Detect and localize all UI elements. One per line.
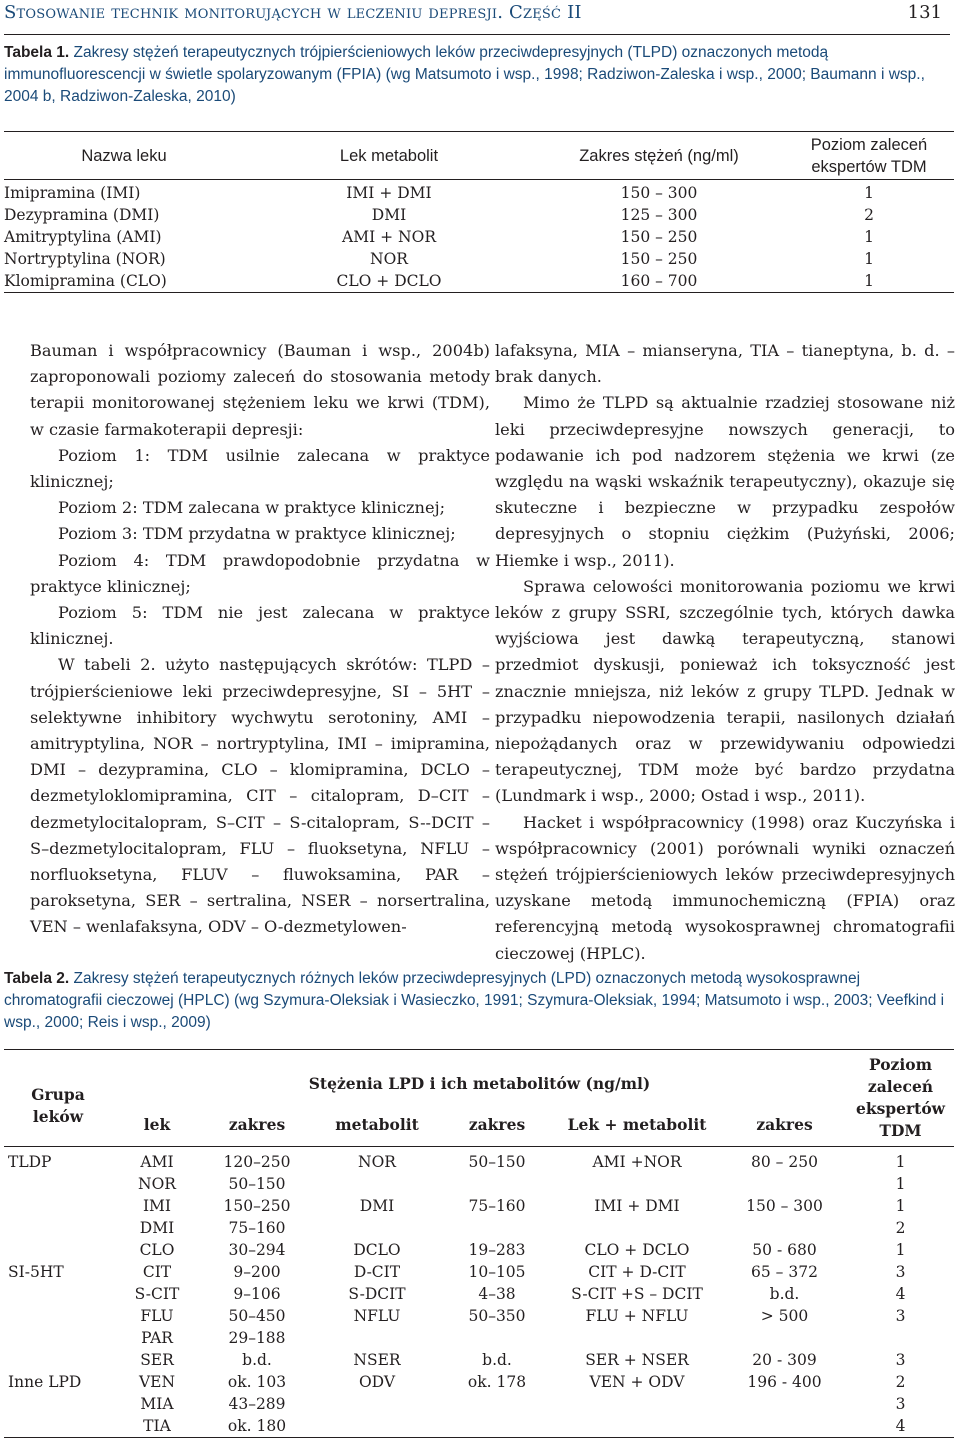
- table2-cell: [552, 1217, 722, 1239]
- left-column: [30, 338, 490, 941]
- table1-row: [4, 204, 954, 226]
- table2-row: [4, 1371, 954, 1393]
- table1-cell: Amitryptylina (AMI): [4, 228, 162, 246]
- table2-subheader: lek: [143, 1115, 171, 1135]
- table2-cell: 4–38: [478, 1285, 516, 1303]
- paragraph: W tabeli 2. użyto następujących skrótów: TLPD – trójpierścieniowe leki przeciwdepresyjne, SI – 5HT – selektywne inhibitory wychwytu serotoniny, AMI – amitryptylina, NOR – nortryptylina, IMI – imipramina, DMI – dezypramina, CLO – klomipramina, DCLO – dezmetyloklomipramina, CIT – citalopram, D–CIT – dezmetylocitalopram, S–CIT – S-citalopram, S--DCIT – S–dezmetylocitalopram, FLU – fluoksetyna, NFLU – norfluoksetyna, FLUV – fluwoksamina, PAR – paroksetyna, SER – sertralina, NSER – norsertralina, VEN – wenlafaksyna, ODV – O-dezmetylowen-: [30, 655, 490, 937]
- table2-cell: IMI + DMI: [594, 1197, 680, 1215]
- table2-cell: [312, 1173, 442, 1195]
- table2-cell: FLU: [140, 1307, 174, 1325]
- table2-group-cell: [4, 1415, 112, 1438]
- table2-cell: b.d.: [242, 1351, 272, 1369]
- table2-cell: 20 - 309: [752, 1351, 817, 1369]
- table2-cell: CLO + DCLO: [584, 1241, 690, 1259]
- page-number: 131: [907, 2, 942, 23]
- table2-cell: 1: [895, 1241, 906, 1259]
- table1: [4, 131, 954, 293]
- table1-row: [4, 248, 954, 270]
- table2-cell: 3: [895, 1263, 906, 1281]
- paragraph: lafaksyna, MIA – mianseryna, TIA – tianeptyna, b. d. – brak danych.: [495, 341, 955, 387]
- table2-row: [4, 1305, 954, 1327]
- table1-cell: Nortryptylina (NOR): [4, 250, 166, 268]
- paragraph: Poziom 2: TDM zalecana w praktyce klinicznej;: [58, 498, 446, 518]
- table2-cell: SER: [140, 1351, 174, 1369]
- table2-cell: [312, 1327, 442, 1349]
- table2-subheader: metabolit: [335, 1115, 419, 1135]
- table2-row: [4, 1327, 954, 1349]
- table2-cell: CLO: [139, 1241, 175, 1259]
- table1-cell: 1: [864, 250, 874, 268]
- table2-row: [4, 1239, 954, 1261]
- table2-cell: MIA: [140, 1395, 174, 1413]
- table1-cell: 1: [864, 228, 874, 246]
- table1-cell: NOR: [370, 250, 408, 268]
- table1-caption-text: Zakresy stężeń terapeutycznych trójpierścieniowych leków przeciwdepresyjnych (TLPD) oznaczonych metodą immunofluorescencji w świetle spolaryzowanym (FPIA) (wg Matsumoto i wsp., 1998; Radziwon-Zaleska i wsp., 2000; Baumann i wsp., 2004 b, Radziwon-Zaleska, 2010): [4, 44, 925, 105]
- paragraph: Hacket i współpracownicy (1998) oraz Kuczyńska i współpracownicy (2001) porównali wyniki oznaczeń stężeń trójpierścieniowych leków przeciwdepresyjnych uzyskane metodą immunochemiczną (FPIA) oraz referencyjną metodą wysokosprawnej chromatografii cieczowej (HPLC).: [495, 812, 955, 963]
- table2-cell: [312, 1415, 442, 1438]
- table2-cell: > 500: [760, 1307, 809, 1325]
- table2-row: [4, 1415, 954, 1438]
- table2-group-cell: [4, 1217, 112, 1239]
- table2-cell: PAR: [141, 1329, 173, 1347]
- table2-row: [4, 1349, 954, 1371]
- table1-cell: Dezypramina (DMI): [4, 206, 160, 224]
- table2-label: Tabela 2.: [4, 970, 70, 987]
- table2-group-cell: [4, 1283, 112, 1305]
- table2-group-cell: [4, 1195, 112, 1217]
- table1-cell: CLO + DCLO: [336, 272, 442, 290]
- table1-cell: AMI + NOR: [342, 228, 436, 246]
- table2-cell: NFLU: [353, 1307, 401, 1325]
- table2-cell: b.d.: [482, 1351, 512, 1369]
- table1-row: [4, 226, 954, 248]
- table2-row: [4, 1147, 954, 1174]
- table2-cell: VEN: [138, 1373, 176, 1391]
- table2-cell: ok. 178: [467, 1373, 527, 1391]
- table2-span-header: Stężenia LPD i ich metabolitów (ng/ml): [308, 1074, 651, 1094]
- table1-cell: 150 – 300: [620, 184, 698, 202]
- table2-cell: [722, 1217, 847, 1239]
- table1-cell: 1: [864, 272, 874, 290]
- table2-cell: ODV: [358, 1373, 396, 1391]
- table2-group-cell: [4, 1305, 112, 1327]
- table2-cell: [442, 1217, 552, 1239]
- table2-cell: 3: [895, 1395, 906, 1413]
- table2-subheader: zakres: [756, 1115, 813, 1135]
- table2-cell: S-CIT +S – DCIT: [571, 1285, 703, 1303]
- table2-cell: [442, 1415, 552, 1438]
- table2-group-cell: SI-5HT: [8, 1263, 64, 1281]
- table2-cell: 120–250: [223, 1153, 291, 1171]
- paragraph: Poziom 4: TDM prawdopodobnie przydatna w praktyce klinicznej;: [30, 550, 490, 596]
- right-column: [495, 338, 955, 967]
- table2-subheader: Lek + metabolit: [567, 1115, 707, 1135]
- paragraph: Poziom 3: TDM przydatna w praktyce klinicznej;: [58, 524, 456, 544]
- table2-cell: 50–450: [228, 1307, 286, 1325]
- table2-group-cell: [4, 1349, 112, 1371]
- table2-cell: [722, 1393, 847, 1415]
- table2-cell: 4: [895, 1285, 906, 1303]
- table2-cell: SER + NSER: [585, 1351, 689, 1369]
- table2-cell: NOR: [358, 1153, 396, 1171]
- table2-cell: 4: [895, 1417, 906, 1435]
- table1-row: [4, 180, 954, 205]
- paragraph: Poziom 1: TDM usilnie zalecana w praktyce klinicznej;: [30, 445, 490, 492]
- table2-cell: D-CIT: [353, 1263, 401, 1281]
- table1-cell: DMI: [371, 206, 407, 224]
- table2-cell: [552, 1415, 722, 1438]
- table2: [4, 1049, 954, 1438]
- table2-cell: 80 – 250: [751, 1153, 818, 1171]
- table1-header-cell: Poziom zaleceń ekspertów TDM: [810, 135, 928, 176]
- table1-row: [4, 270, 954, 293]
- table1-cell: Imipramina (IMI): [4, 184, 141, 202]
- table2-cell: 1: [895, 1175, 906, 1193]
- table2-cell: 50–350: [468, 1307, 526, 1325]
- table2-group-header: Grupa leków: [4, 1050, 112, 1147]
- table2-cell: 3: [895, 1351, 906, 1369]
- table1-cell: 2: [864, 206, 874, 224]
- table2-row: [4, 1283, 954, 1305]
- paragraph: Sprawa celowości monitorowania poziomu we krwi leków z grupy SSRI, szczególnie tych, których dawka wyjściowa jest dawką terapeutyczną, stanowi przedmiot dyskusji, ponieważ ich toksyczność jest znacznie mniejsza, niż leków z grupy TLPD. Jednak w przypadku niepowodzenia terapii, nasilonych działań niepożądanych oraz w przewidywaniu odpowiedzi terapeutycznej, TDM może być bardzo przydatna (Lundmark i wsp., 2000; Ostad i wsp., 2011).: [495, 576, 955, 806]
- table2-group-cell: [4, 1239, 112, 1261]
- table1-header-cell: Lek metabolit: [339, 146, 439, 165]
- table1-header-cell: Zakres stężeń (ng/ml): [579, 146, 739, 165]
- table2-cell: 30–294: [228, 1241, 286, 1259]
- table2-cell: S-DCIT: [348, 1285, 406, 1303]
- table2-cell: 50 - 680: [752, 1241, 817, 1259]
- table2-cell: AMI: [140, 1153, 174, 1171]
- table2-cell: b.d.: [769, 1285, 800, 1303]
- table2-cell: 1: [895, 1197, 906, 1215]
- table2-cell: [552, 1327, 722, 1349]
- table2-cell: 10–105: [468, 1263, 526, 1281]
- table2-cell: ok. 103: [227, 1373, 287, 1391]
- table2-cell: 9–200: [233, 1263, 281, 1281]
- table2-caption-text: Zakresy stężeń terapeutycznych różnych leków przeciwdepresyjnych (LPD) oznaczonych metodą wysokosprawnej chromatografii cieczowej (HPLC) (wg Szymura-Oleksiak i Wasieczko, 1991; Szymura-Oleksiak, 1994; Matsumoto i wsp., 2003; Veefkind i wsp., 2000; Reis i wsp., 2009): [4, 970, 945, 1031]
- table2-subheader: zakres: [468, 1115, 526, 1135]
- table2-cell: [442, 1393, 552, 1415]
- table2-row: [4, 1195, 954, 1217]
- table2-cell: IMI: [142, 1197, 172, 1215]
- table2-group-cell: [4, 1173, 112, 1195]
- table2-cell: 1: [895, 1153, 906, 1171]
- table2-cell: DMI: [139, 1219, 175, 1237]
- table2-row: [4, 1217, 954, 1239]
- table2-group-cell: TLDP: [8, 1153, 52, 1171]
- table2-cell: CIT: [142, 1263, 172, 1281]
- table2-cell: 43–289: [228, 1395, 286, 1413]
- table2-cell: ok. 180: [227, 1417, 287, 1435]
- table2-cell: 19–283: [468, 1241, 526, 1259]
- table1-caption: [4, 42, 954, 108]
- table2-level-header: Poziom zaleceń ekspertów TDM: [847, 1050, 954, 1147]
- table2-cell: [442, 1173, 552, 1195]
- paragraph: Poziom 5: TDM nie jest zalecana w praktyce klinicznej.: [30, 603, 490, 649]
- table1-label: Tabela 1.: [4, 44, 70, 61]
- table2-group-cell: [4, 1393, 112, 1415]
- table2-cell: 29–188: [228, 1329, 286, 1347]
- table2-cell: DCLO: [353, 1241, 401, 1259]
- table2-cell: 150–250: [223, 1197, 291, 1215]
- table2-cell: [722, 1327, 847, 1349]
- table2-cell: DMI: [359, 1197, 395, 1215]
- table2-cell: [552, 1173, 722, 1195]
- table2-cell: 75–160: [468, 1197, 526, 1215]
- table2-cell: VEN + ODV: [589, 1373, 685, 1391]
- table2-subheader: zakres: [228, 1115, 286, 1135]
- table2-row: [4, 1173, 954, 1195]
- paragraph: Bauman i współpracownicy (Bauman i wsp., 2004b) zaproponowali poziomy zaleceń do stosowania metody terapii monitorowanej stężeniem leku we krwi (TDM), w czasie farmakoterapii depresji:: [30, 341, 490, 439]
- table1-cell: 1: [864, 184, 874, 202]
- table2-cell: AMI +NOR: [592, 1153, 682, 1171]
- table2-cell: [312, 1393, 442, 1415]
- table2-cell: 65 – 372: [751, 1263, 818, 1281]
- table1-cell: 125 – 300: [620, 206, 698, 224]
- table1-cell: 150 – 250: [620, 228, 698, 246]
- table2-cell: [552, 1393, 722, 1415]
- table2-cell: NSER: [353, 1351, 401, 1369]
- table2-cell: 50–150: [228, 1175, 286, 1193]
- table2-cell: 196 - 400: [747, 1373, 822, 1391]
- table2-cell: 9–106: [233, 1285, 281, 1303]
- table2-cell: TIA: [143, 1417, 171, 1435]
- table1-cell: IMI + DMI: [346, 184, 432, 202]
- paragraph: Mimo że TLPD są aktualnie rzadziej stosowane niż leki przeciwdepresyjne nowszych generacji, to podawanie ich pod nadzorem stężenia we krwi (ze względu na wąski wskaźnik terapeutyczny), okazuje się skuteczne i bezpieczne w przypadku zespołów depresyjnych o stopniu ciężkim (Pużyński, 2006; Hiemke i wsp., 2011).: [495, 393, 955, 570]
- table2-cell: S-CIT: [134, 1285, 180, 1303]
- table2-cell: [722, 1173, 847, 1195]
- table2-cell: 50–150: [468, 1153, 526, 1171]
- table2-cell: 3: [895, 1307, 906, 1325]
- table2-cell: [722, 1415, 847, 1438]
- table2-row: [4, 1393, 954, 1415]
- running-title: Stosowanie technik monitorujących w leczeniu depresji. Część II: [4, 2, 582, 23]
- table2-cell: [847, 1327, 954, 1349]
- table2-cell: 2: [895, 1373, 906, 1391]
- table1-cell: Klomipramina (CLO): [4, 272, 167, 290]
- table2-cell: NOR: [138, 1175, 176, 1193]
- table2-cell: FLU + NFLU: [585, 1307, 689, 1325]
- table1-header-cell: Nazwa leku: [81, 146, 167, 165]
- table2-cell: 75–160: [228, 1219, 286, 1237]
- table2-group-cell: Inne LPD: [8, 1373, 82, 1391]
- table1-cell: 150 – 250: [620, 250, 698, 268]
- table2-cell: [442, 1327, 552, 1349]
- table2-cell: CIT + D-CIT: [588, 1263, 686, 1281]
- table2-row: [4, 1261, 954, 1283]
- running-header: [4, 0, 950, 35]
- table2-cell: 150 – 300: [746, 1197, 823, 1215]
- table2-caption: [4, 968, 954, 1034]
- table2-cell: [312, 1217, 442, 1239]
- table2-group-cell: [4, 1327, 112, 1349]
- table2-cell: 2: [895, 1219, 906, 1237]
- table1-cell: 160 – 700: [620, 272, 698, 290]
